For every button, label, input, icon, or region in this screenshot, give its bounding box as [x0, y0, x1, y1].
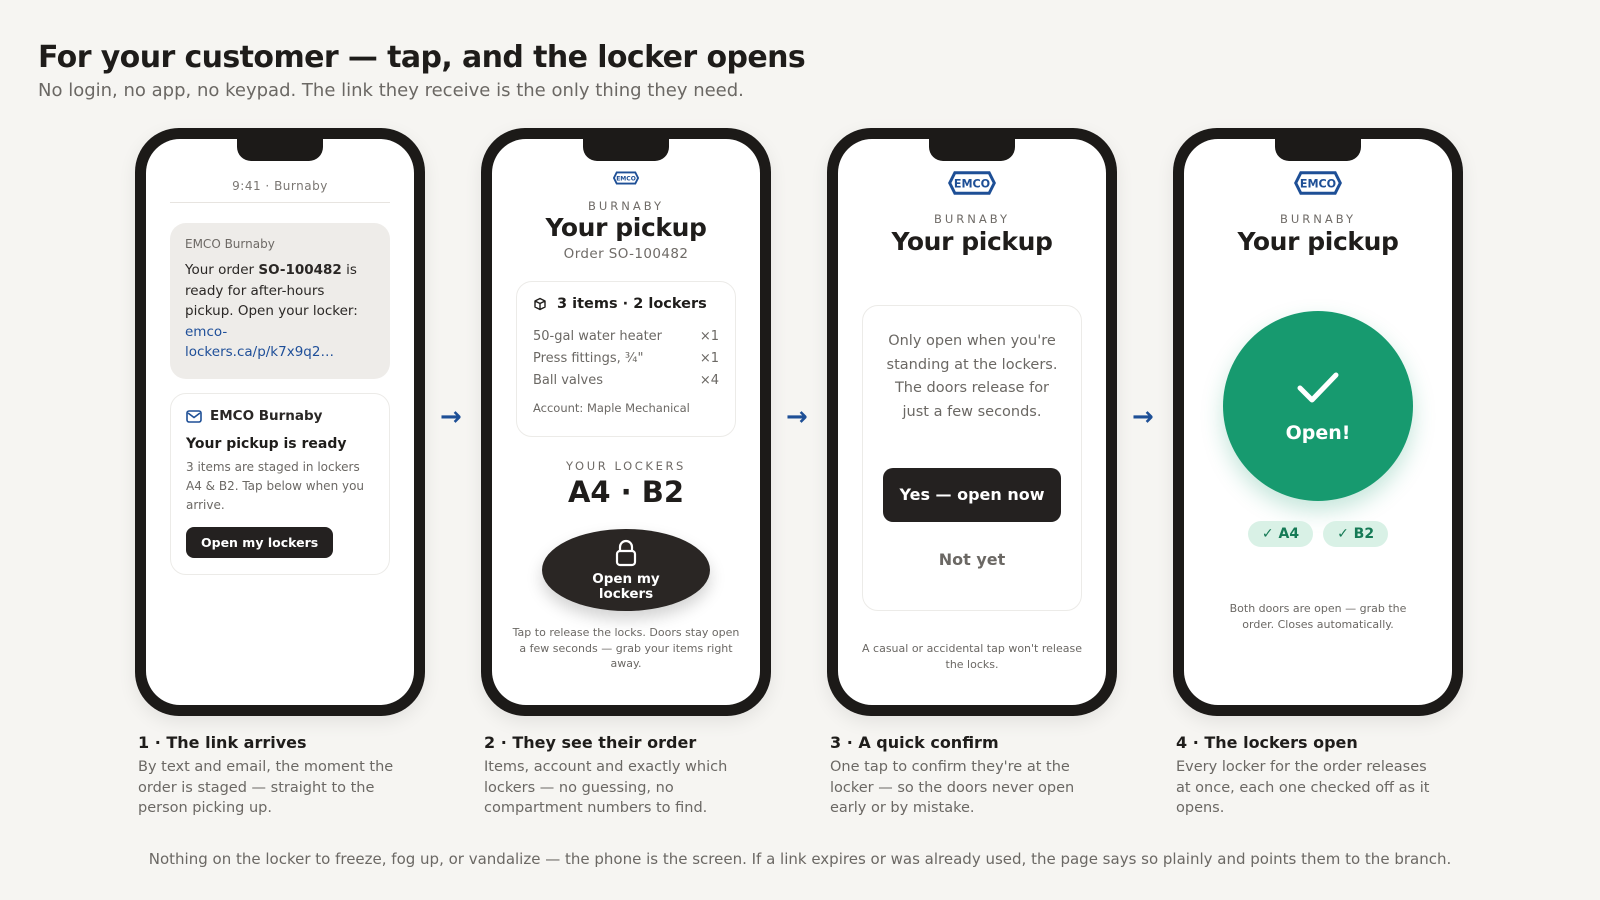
- caption-step-3: [830, 733, 1095, 819]
- confirm-open-button[interactable]: Yes — open now: [883, 468, 1061, 522]
- checkmark-icon: [1296, 371, 1340, 405]
- svg-text:EMCO: EMCO: [616, 175, 636, 183]
- item-qty: ×1: [699, 329, 719, 344]
- caption-title: 3 · A quick confirm: [830, 733, 999, 752]
- phone-step-2: [481, 128, 771, 716]
- arrow-right-icon: →: [440, 402, 462, 432]
- sms-message: [170, 223, 390, 379]
- phone-step-1: [135, 128, 425, 716]
- email-subject: Your pickup is ready: [186, 436, 347, 452]
- open-my-lockers-button[interactable]: Open my lockers: [186, 527, 333, 558]
- email-sender: EMCO Burnaby: [210, 408, 323, 424]
- locker-chips: [1184, 521, 1452, 547]
- branch-label: BURNABY: [1279, 212, 1357, 226]
- phone-screen: [492, 139, 760, 705]
- arrow-right-icon: →: [786, 402, 808, 432]
- email-header: [186, 408, 374, 424]
- sms-text: [185, 260, 375, 363]
- lockers-value: A4 · B2: [567, 475, 685, 509]
- item-name: Ball valves: [533, 373, 603, 388]
- caption-step-2: [484, 733, 749, 819]
- phone-screen: [146, 139, 414, 705]
- order-summary: [533, 296, 719, 312]
- phone-step-3: [827, 128, 1117, 716]
- order-number: Order SO-100482: [563, 246, 689, 262]
- caption-title: 1 · The link arrives: [138, 733, 307, 752]
- caption-body: One tap to confirm they're at the locker — so the doors never open early or by mistake.: [830, 759, 1075, 816]
- caption-body: Items, account and exactly which lockers — no guessing, no compartment numbers to find.: [484, 759, 728, 816]
- divider: [170, 202, 390, 203]
- sms-text-part: is ready for after-hours pickup. Open your locker:: [185, 262, 358, 319]
- caption-step-4: [1176, 733, 1441, 819]
- phone-notch: [583, 139, 669, 161]
- caption-title: 2 · They see their order: [484, 733, 697, 752]
- phone-notch: [1275, 139, 1361, 161]
- sms-order-number: SO-100482: [258, 262, 342, 278]
- locker-chip-b2: ✓ B2: [1323, 521, 1388, 547]
- status-bar: 9:41 · Burnaby: [232, 179, 328, 193]
- branch-label: BURNABY: [933, 212, 1011, 226]
- emco-logo-icon: [1294, 171, 1342, 195]
- open-my-lockers-button[interactable]: [542, 529, 710, 611]
- sms-text-part: Your order: [185, 262, 259, 278]
- svg-text:EMCO: EMCO: [953, 177, 991, 191]
- email-card: [170, 393, 390, 575]
- success-label: Open!: [1285, 422, 1351, 444]
- list-item: [533, 370, 719, 392]
- lockers-label: YOUR LOCKERS: [566, 459, 686, 473]
- emco-logo-icon: [948, 171, 996, 195]
- confirm-card: [862, 305, 1082, 611]
- phone-notch: [237, 139, 323, 161]
- locker-chip-a4: ✓ A4: [1248, 521, 1313, 547]
- hint-text: Both doors are open — grab the order. Closes automatically.: [1229, 602, 1407, 631]
- items-list: [533, 326, 719, 392]
- account-name: Account: Maple Mechanical: [533, 401, 690, 415]
- svg-text:EMCO: EMCO: [1299, 177, 1337, 191]
- order-card: [516, 281, 736, 437]
- open-button-label: Open my lockers: [592, 571, 660, 602]
- caption-title: 4 · The lockers open: [1176, 733, 1358, 752]
- open-success-indicator: [1223, 311, 1413, 501]
- phone-screen: [1184, 139, 1452, 705]
- item-name: Press fittings, ¾": [533, 351, 644, 366]
- branch-label: BURNABY: [587, 199, 665, 213]
- item-qty: ×1: [699, 351, 719, 366]
- lock-icon: [614, 539, 638, 567]
- hint-text: Tap to release the locks. Doors stay open a few seconds — grab your items right away.: [512, 626, 740, 670]
- phone-step-4: [1173, 128, 1463, 716]
- page-title: For your customer — tap, and the locker opens: [38, 40, 806, 75]
- order-summary-text: 3 items · 2 lockers: [557, 296, 707, 312]
- mail-icon: [186, 410, 202, 423]
- screen-title: Your pickup: [891, 227, 1053, 256]
- caption-body: By text and email, the moment the order is staged — straight to the person picking up.: [138, 759, 394, 816]
- not-yet-button[interactable]: Not yet: [938, 550, 1006, 569]
- item-qty: ×4: [699, 373, 719, 388]
- emco-logo-icon: [613, 171, 639, 185]
- sms-sender: EMCO Burnaby: [185, 237, 275, 251]
- caption-body: Every locker for the order releases at once, each one checked off as it opens.: [1176, 759, 1430, 816]
- item-name: 50-gal water heater: [533, 329, 663, 344]
- screen-title: Your pickup: [545, 213, 707, 242]
- package-icon: [533, 297, 547, 311]
- footer-note: Nothing on the locker to freeze, fog up, or vandalize — the phone is the screen. If a link expires or was already used, the page says so plainly and points them to the branch.: [148, 850, 1452, 868]
- phone-screen: [838, 139, 1106, 705]
- hint-text: A casual or accidental tap won't release the locks.: [862, 642, 1082, 671]
- email-body: 3 items are staged in lockers A4 & B2. Tap below when you arrive.: [186, 460, 365, 512]
- caption-step-1: [138, 733, 403, 819]
- arrow-right-icon: →: [1132, 402, 1154, 432]
- screen-title: Your pickup: [1237, 227, 1399, 256]
- warning-text: Only open when you're standing at the lockers. The doors release for just a few seconds.: [886, 333, 1058, 420]
- list-item: [533, 348, 719, 370]
- page-subtitle: No login, no app, no keypad. The link they receive is the only thing they need.: [38, 80, 744, 101]
- list-item: [533, 326, 719, 348]
- sms-locker-link[interactable]: emco-lockers.ca/p/k7x9q2…: [185, 323, 334, 360]
- phone-notch: [929, 139, 1015, 161]
